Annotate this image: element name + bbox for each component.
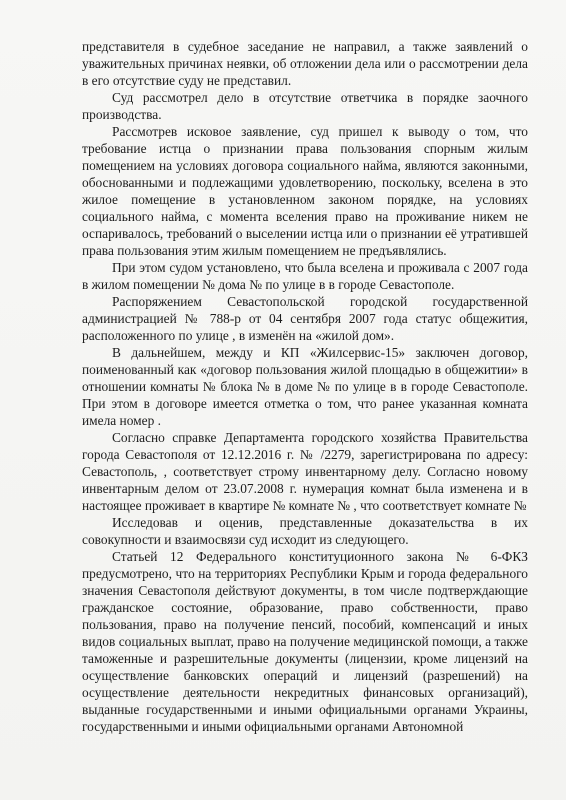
paragraph-9: Статьей 12 Федерального конституционного закона № 6-ФКЗ предусмотрено, что на территориях Республики Крым и города федерального значения Севастополя действуют документы, в том числе подтверждающие гражданское состояние, образование, право собственности, право пользования, право на получение пенсий, пособий, компенсаций и иных видов социальных выплат, право на получение медицинской помощи, а также таможенные и разрешительные документы (лицензии, кроме лицензий на осуществление банковских операций и лицензий (разрешений) на осуществление деятельности некредитных финансовых организаций), выданные государственными и иными официальными органами Украины, государственными и иными официальными органами Автономной bbox=[82, 549, 528, 734]
paragraph-1: представителя в судебное заседание не направил, а также заявлений о уважительных причинах неявки, об отложении дела или о рассмотрении дела в его отсутствие суду не представил. bbox=[82, 39, 528, 88]
paragraph-2: Суд рассмотрел дело в отсутствие ответчика в порядке заочного производства. bbox=[82, 90, 528, 122]
paragraph-8: Исследовав и оценив, представленные доказательства в их совокупности и взаимосвязи суд исходит из следующего. bbox=[82, 515, 528, 547]
paragraph-5: Распоряжением Севастопольской городской государственной администрацией № 788-р от 04 сентября 2007 года статус общежития, расположенного по улице , в изменён на «жилой дом». bbox=[82, 294, 528, 343]
paragraph-7: Согласно справке Департамента городского хозяйства Правительства города Севастополя от 12.12.2016 г. № /2279, зарегистрирована по адресу: Севастополь, , соответствует строму инвентарному делу. Согласно новому инвентарным делом от 23.07.2008 г. нумерация комнат была изменена и в настоящее проживает в квартире № комнате № , что соответствует комнате № bbox=[82, 430, 528, 513]
document-body bbox=[82, 38, 528, 735]
paragraph-3: Рассмотрев исковое заявление, суд пришел к выводу о том, что требование истца о признании права пользования спорным жилым помещением на условиях договора социального найма, являются законными, обоснованными и подлежащими удовлетворению, поскольку, вселена в это жилое помещение в установленном законом порядке, на условиях социального найма, с момента вселения право на проживание никем не оспаривалось, требований о выселении истца или о признании её утратившей права пользования этим жилым помещением не предъявлялись. bbox=[82, 124, 528, 258]
paragraph-4: При этом судом установлено, что была вселена и проживала с 2007 года в жилом помещении № дома № по улице в в городе Севастополе. bbox=[82, 260, 528, 292]
paragraph-6: В дальнейшем, между и КП «Жилсервис-15» заключен договор, поименованный как «договор пользования жилой площадью в общежитии» в отношении комнаты № блока № в доме № по улице в в городе Севастополе. При этом в договоре имеется отметка о том, что ранее указанная комната имела номер . bbox=[82, 345, 528, 428]
